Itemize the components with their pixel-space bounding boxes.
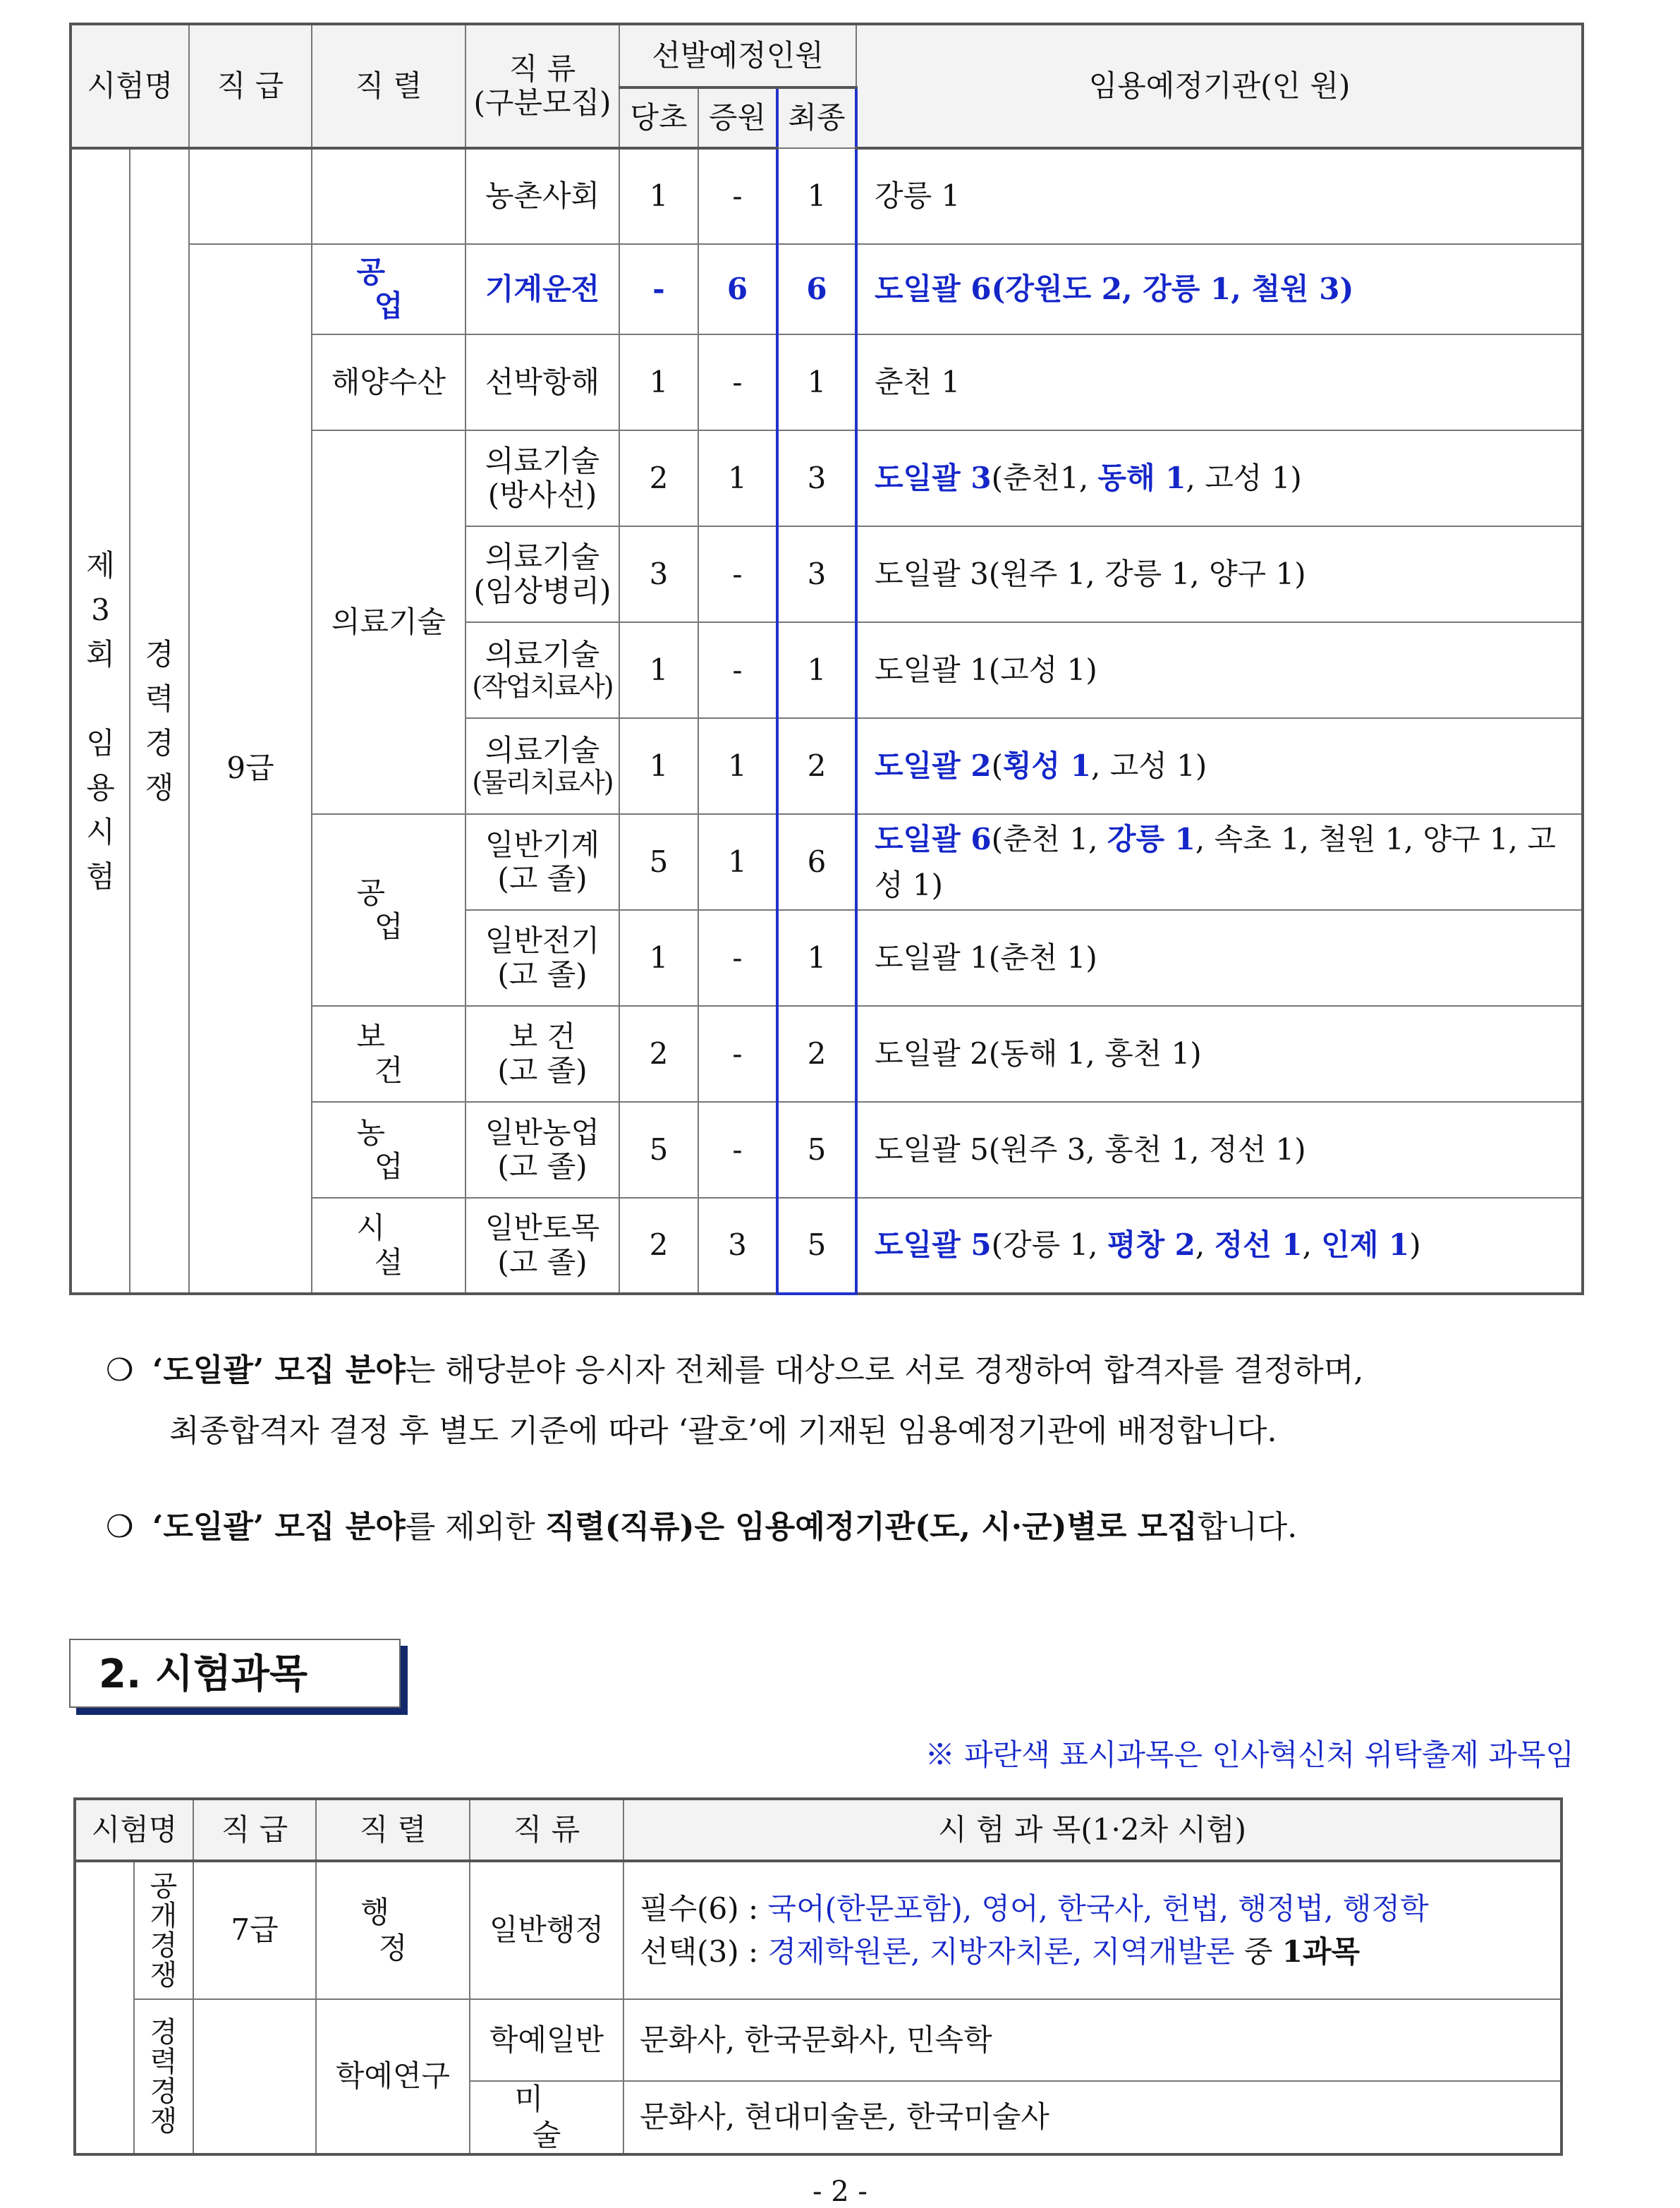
exam-name-char: 험 bbox=[86, 859, 115, 894]
class-cell bbox=[465, 718, 619, 814]
header-final: 최종 bbox=[777, 87, 856, 148]
exam-name-char: 시 bbox=[86, 815, 115, 849]
class-cell bbox=[465, 1198, 619, 1294]
recruitment-table bbox=[69, 23, 1584, 1295]
final-cell: 6 bbox=[777, 814, 856, 910]
final-cell: 1 bbox=[777, 334, 856, 430]
header-series: 직 렬 bbox=[316, 1799, 470, 1861]
page-number: - 2 - bbox=[812, 2176, 868, 2208]
org-cell: 도일괄 1(춘천 1) bbox=[856, 910, 1583, 1006]
header-class-line2: (구분모집) bbox=[473, 85, 611, 120]
class-line2: (고 졸) bbox=[497, 1053, 588, 1088]
header-class-line1: 직 류 bbox=[509, 51, 576, 86]
class-line1: 일반기계 bbox=[485, 827, 600, 862]
header-class bbox=[465, 24, 619, 148]
note-2-bold: ‘도일괄’ 모집 분야 bbox=[152, 1509, 406, 1545]
recruit-type-char: 력 bbox=[145, 681, 174, 716]
series-cell: 행 정 bbox=[316, 1861, 470, 1999]
final-cell: 2 bbox=[777, 1006, 856, 1102]
increase-cell: - bbox=[698, 334, 777, 430]
series-cell-empty bbox=[312, 148, 465, 244]
org-cell: 도일괄 2(횡성 1, 고성 1) bbox=[856, 718, 1583, 814]
note-2-end: 합니다. bbox=[1197, 1509, 1298, 1545]
exam-name-gap bbox=[72, 677, 129, 721]
increase-cell: 1 bbox=[698, 718, 777, 814]
exam-name-cell-empty bbox=[75, 1861, 134, 2154]
header-grade: 직 급 bbox=[193, 1799, 316, 1861]
increase-cell: - bbox=[698, 910, 777, 1006]
initial-cell: - bbox=[619, 244, 698, 334]
class-cell: 기계운전 bbox=[465, 244, 619, 334]
class-line2: (고 졸) bbox=[497, 1149, 588, 1184]
class-line1: 의료기술 bbox=[485, 637, 600, 672]
header-subjects: 시 험 과 목(1·2차 시험) bbox=[623, 1799, 1562, 1861]
class-cell: 농촌사회 bbox=[465, 148, 619, 244]
open-type-char: 쟁 bbox=[150, 1958, 178, 1991]
subjects-cell: 문화사, 한국문화사, 민속학 bbox=[623, 1999, 1562, 2081]
org-cell: 도일괄 5(원주 3, 홍천 1, 정선 1) bbox=[856, 1102, 1583, 1198]
org-cell: 강릉 1 bbox=[856, 148, 1583, 244]
note-2 bbox=[106, 1497, 1573, 1558]
org-cell: 춘천 1 bbox=[856, 334, 1583, 430]
class-line1: 일반전기 bbox=[485, 923, 600, 958]
increase-cell: - bbox=[698, 1102, 777, 1198]
increase-cell: 3 bbox=[698, 1198, 777, 1294]
open-type-char: 개 bbox=[150, 1899, 178, 1932]
optional-subjects: 선택(3) : 경제학원론, 지방자치론, 지역개발론 중 1과목 bbox=[640, 1934, 1361, 1969]
recruit-type-cell bbox=[130, 148, 189, 1294]
subjects-cell bbox=[623, 1861, 1562, 1999]
class-cell: 학예일반 bbox=[470, 1999, 623, 2081]
increase-cell: - bbox=[698, 526, 777, 622]
initial-cell: 1 bbox=[619, 334, 698, 430]
increase-cell: 1 bbox=[698, 814, 777, 910]
initial-cell: 2 bbox=[619, 1198, 698, 1294]
class-line1: 의료기술 bbox=[485, 443, 600, 478]
initial-cell: 2 bbox=[619, 1006, 698, 1102]
final-cell: 1 bbox=[777, 148, 856, 244]
final-cell: 1 bbox=[777, 910, 856, 1006]
class-line1: 의료기술 bbox=[485, 539, 600, 574]
org-cell: 도일괄 6(강원도 2, 강릉 1, 철원 3) bbox=[856, 244, 1583, 334]
header-exam: 시험명 bbox=[71, 24, 189, 148]
grade-cell: 7급 bbox=[193, 1861, 316, 1999]
final-cell: 5 bbox=[777, 1198, 856, 1294]
section-title: 2. 시험과목 bbox=[69, 1639, 401, 1708]
exam-subjects-table bbox=[73, 1797, 1563, 2156]
circle-bullet-icon: ❍ bbox=[106, 1352, 134, 1388]
exam-name-char: 3 bbox=[91, 593, 110, 627]
series-cell: 농 업 bbox=[312, 1102, 465, 1198]
grade-cell: 9급 bbox=[189, 244, 312, 1294]
header-org: 임용예정기관(인 원) bbox=[856, 24, 1583, 148]
class-line1: 일반토목 bbox=[485, 1211, 600, 1246]
class-line1: 의료기술 bbox=[485, 733, 600, 768]
class-cell bbox=[465, 430, 619, 526]
series-cell: 공 업 bbox=[312, 814, 465, 1006]
recruit-type-char: 쟁 bbox=[145, 770, 174, 805]
initial-cell: 1 bbox=[619, 910, 698, 1006]
org-cell: 도일괄 3(원주 1, 강릉 1, 양구 1) bbox=[856, 526, 1583, 622]
class-cell bbox=[465, 910, 619, 1006]
class-line1: 일반농업 bbox=[485, 1115, 600, 1150]
header-exam: 시험명 bbox=[75, 1799, 193, 1861]
subjects-cell: 문화사, 현대미술론, 한국미술사 bbox=[623, 2081, 1562, 2154]
grade-cell-empty bbox=[193, 1999, 316, 2154]
series-cell: 공 업 bbox=[312, 244, 465, 334]
career-type-char: 경 bbox=[150, 2075, 178, 2108]
org-cell: 도일괄 3(춘천1, 동해 1, 고성 1) bbox=[856, 430, 1583, 526]
exam-name-char: 회 bbox=[86, 637, 115, 672]
note-1-bold: ‘도일괄’ 모집 분야 bbox=[152, 1352, 406, 1388]
note-1-line2: 최종합격자 결정 후 별도 기준에 따라 ‘괄호’에 기재된 임용예정기관에 배정합니다. bbox=[169, 1413, 1277, 1449]
final-cell: 3 bbox=[777, 526, 856, 622]
class-line2: (고 졸) bbox=[497, 957, 588, 992]
class-line2: (방사선) bbox=[487, 478, 597, 512]
note-2-text: 를 제외한 bbox=[405, 1509, 545, 1545]
initial-cell: 3 bbox=[619, 526, 698, 622]
series-cell: 학예연구 bbox=[316, 1999, 470, 2154]
recruit-type-char: 경 bbox=[145, 726, 174, 760]
increase-cell: - bbox=[698, 622, 777, 718]
exam-name-char: 제 bbox=[86, 548, 115, 583]
note-2-bold2: 직렬(직류)은 임용예정기관(도, 시·군)별로 모집 bbox=[544, 1509, 1198, 1545]
open-type-cell bbox=[134, 1861, 193, 1999]
open-type-char: 경 bbox=[150, 1929, 178, 1962]
final-cell: 5 bbox=[777, 1102, 856, 1198]
career-type-char: 쟁 bbox=[150, 2104, 178, 2137]
org-cell: 도일괄 5(강릉 1, 평창 2, 정선 1, 인제 1) bbox=[856, 1198, 1583, 1294]
class-cell: 선박항해 bbox=[465, 334, 619, 430]
grade-cell-empty bbox=[189, 148, 312, 244]
org-cell: 도일괄 1(고성 1) bbox=[856, 622, 1583, 718]
series-cell: 보 건 bbox=[312, 1006, 465, 1102]
legend-note: ※ 파란색 표시과목은 인사혁신처 위탁출제 과목임 bbox=[925, 1737, 1574, 1772]
increase-cell: - bbox=[698, 1006, 777, 1102]
recruit-type-char: 경 bbox=[145, 637, 174, 672]
increase-cell: 6 bbox=[698, 244, 777, 334]
initial-cell: 5 bbox=[619, 1102, 698, 1198]
note-1-text: 는 해당분야 응시자 전체를 대상으로 서로 경쟁하여 합격자를 결정하며, bbox=[405, 1352, 1364, 1388]
header-grade: 직 급 bbox=[189, 24, 312, 148]
class-line2: (임상병리) bbox=[473, 574, 611, 608]
header-planned: 선발예정인원 bbox=[619, 24, 856, 87]
career-type-cell bbox=[134, 1999, 193, 2154]
final-cell: 6 bbox=[777, 244, 856, 334]
class-cell bbox=[465, 526, 619, 622]
initial-cell: 5 bbox=[619, 814, 698, 910]
class-line2: (고 졸) bbox=[497, 861, 588, 896]
initial-cell: 2 bbox=[619, 430, 698, 526]
career-type-char: 력 bbox=[150, 2045, 178, 2078]
open-type-char: 공 bbox=[150, 1869, 178, 1903]
series-cell: 해양수산 bbox=[312, 334, 465, 430]
career-type-char: 경 bbox=[150, 2015, 178, 2049]
exam-name-cell bbox=[71, 148, 130, 1294]
class-cell bbox=[465, 1102, 619, 1198]
increase-cell: - bbox=[698, 148, 777, 244]
exam-name-char: 임 bbox=[86, 726, 115, 760]
final-cell: 1 bbox=[777, 622, 856, 718]
org-cell: 도일괄 6(춘천 1, 강릉 1, 속초 1, 철원 1, 양구 1, 고성 1) bbox=[856, 814, 1583, 910]
header-series: 직 렬 bbox=[312, 24, 465, 148]
class-cell bbox=[465, 1006, 619, 1102]
exam-name-char: 용 bbox=[86, 770, 115, 805]
required-subjects: 필수(6) : 국어(한문포함), 영어, 한국사, 헌법, 행정법, 행정학 bbox=[640, 1891, 1429, 1926]
header-initial: 당초 bbox=[619, 87, 698, 148]
final-cell: 3 bbox=[777, 430, 856, 526]
circle-bullet-icon: ❍ bbox=[106, 1509, 134, 1545]
initial-cell: 1 bbox=[619, 622, 698, 718]
series-cell: 의료기술 bbox=[312, 430, 465, 814]
header-increase: 증원 bbox=[698, 87, 777, 148]
final-cell: 2 bbox=[777, 718, 856, 814]
class-cell bbox=[465, 814, 619, 910]
series-cell: 시 설 bbox=[312, 1198, 465, 1294]
org-cell: 도일괄 2(동해 1, 홍천 1) bbox=[856, 1006, 1583, 1102]
initial-cell: 1 bbox=[619, 148, 698, 244]
class-line2: (고 졸) bbox=[497, 1244, 588, 1280]
increase-cell: 1 bbox=[698, 430, 777, 526]
class-cell bbox=[465, 622, 619, 718]
class-line2: (작업치료사) bbox=[472, 671, 613, 703]
class-line2: (물리치료사) bbox=[472, 767, 613, 799]
note-1 bbox=[106, 1340, 1573, 1462]
class-cell: 일반행정 bbox=[470, 1861, 623, 1999]
header-class: 직 류 bbox=[470, 1799, 623, 1861]
class-line1: 보 건 bbox=[509, 1019, 576, 1054]
class-cell: 미 술 bbox=[470, 2081, 623, 2154]
initial-cell: 1 bbox=[619, 718, 698, 814]
